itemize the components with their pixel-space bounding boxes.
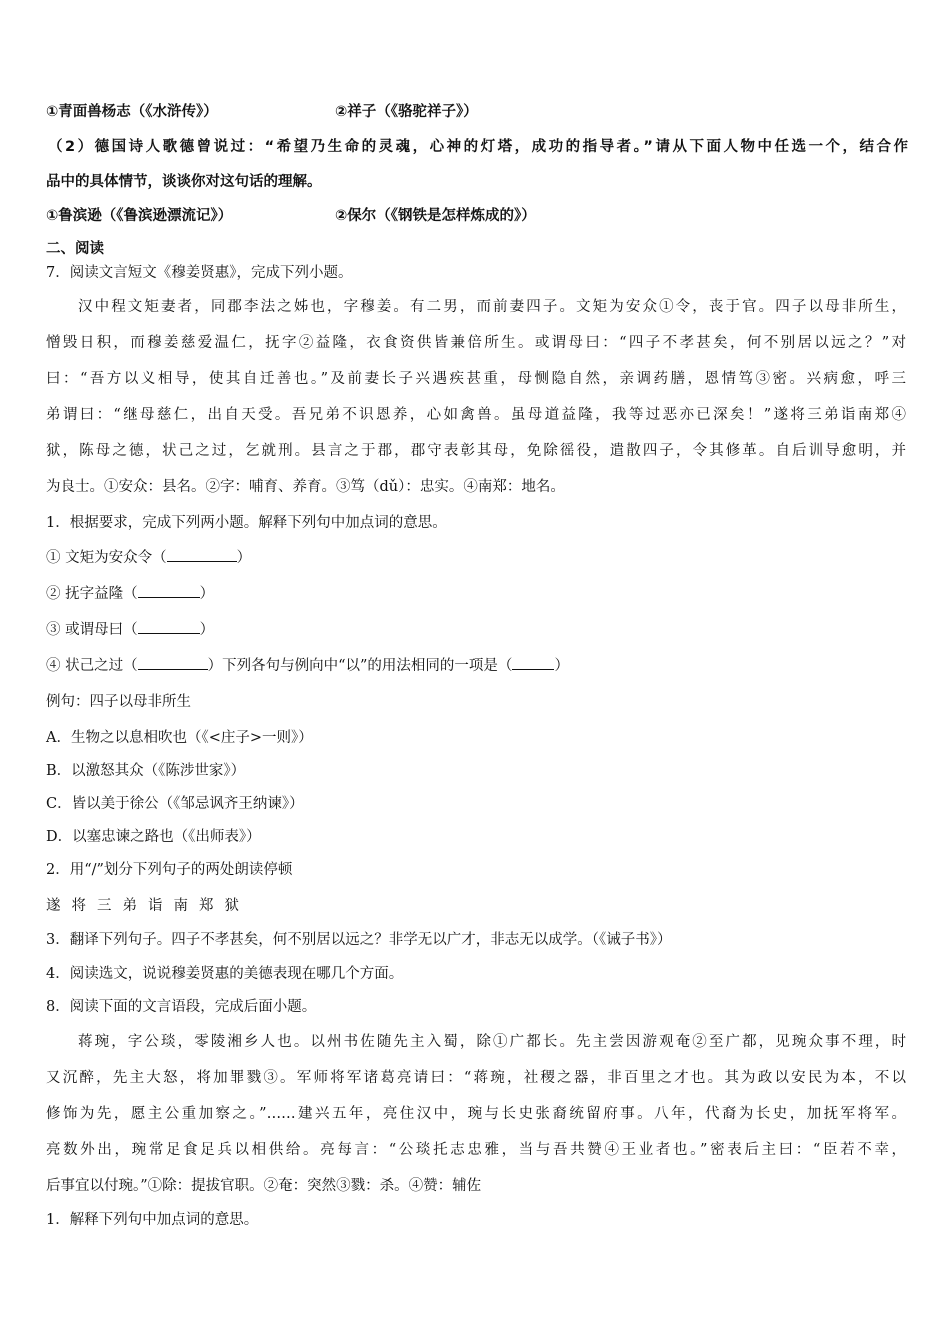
q8-title: 8．阅读下面的文言语段，完成后面小题。 [46,999,317,1015]
q7-option-a: A．生物之以息相吹也（《<庄子>一则》） [46,730,313,746]
q7-example: 例句：四子以母非所生 [46,694,191,710]
q7-sub1: 1．根据要求，完成下列两小题。解释下列句中加点词的意思。 [46,515,447,531]
option-yang-zhi: ①青面兽杨志（《水浒传》） [46,104,218,120]
q8-passage-line-3: 修饰为先，愿主公重加察之。”……建兴五年，亮住汉中，琬与长史张裔统留府事。八年，代裔为长史，加抚军将军。 [46,1106,906,1122]
q7-passage-line-1: 汉中程文矩妻者，同郡李法之姊也，字穆姜。有二男，而前妻四子。文矩为安众①令，丧于官。四子以母非所生， [78,299,906,315]
q7-sentence: 遂将三弟诣南郑狱 [46,898,250,914]
option-robinson: ①鲁滨逊（《鲁滨逊漂流记》） [46,208,233,224]
q7-item-3 [46,620,906,640]
question-2-line-2: 品中的具体情节，谈谈你对这句话的理解。 [46,174,322,190]
q7-sub3: 3．翻译下列句子。四子不孝甚矣，何不别居以远之？非学无以广才，非志无以成学。（《诫子书》） [46,932,672,948]
item-1-text: ① 文矩为安众令（ [46,550,167,566]
q7-option-c: C．皆以美于徐公（《邹忌讽齐王纳谏》） [46,796,304,812]
q7-option-d: D．以塞忠谏之路也（《出师表》） [46,829,261,845]
q7-item-4 [46,656,906,676]
answer-blank-4[interactable] [138,669,208,670]
question-2-line-1: （2）德国诗人歌德曾说过：“希望乃生命的灵魂，心神的灯塔，成功的指导者。”请从下面人物中任选一个，结合作 [48,139,908,155]
q8-sub1: 1．解释下列句中加点词的意思。 [46,1212,259,1228]
option-row-bottom [46,206,906,226]
q7-passage-line-2: 憎毁日积，而穆姜慈爱温仁，抚字②益隆，衣食资供皆兼倍所生。或谓母曰：“四子不孝甚矣，何不别居以远之？”对 [46,335,906,351]
q7-passage-line-3: 曰：“吾方以义相导，使其自迁善也。”及前妻长子兴遇疾甚重，母恻隐自然，亲调药膳，恩情笃③密。兴病愈，呼三 [46,371,906,387]
item-3-text: ③ 或谓母曰（ [46,622,138,638]
q7-item-2 [46,584,906,604]
close-paren-4: ） [554,658,569,674]
q7-option-b: B．以激怒其众（《陈涉世家》） [46,763,246,779]
q7-passage-line-6: 为良士。①安众：县名。②字：哺育、养育。③笃（dǔ）：忠实。④南郑：地名。 [46,479,565,495]
answer-blank-3[interactable] [138,633,200,634]
item-2-text: ② 抚字益隆（ [46,586,138,602]
option-xiangzi: ②祥子（《骆驼祥子》） [335,104,478,120]
q7-passage-line-5: 狱，陈母之德，状己之过，乞就刑。县言之于郡，郡守表彰其母，免除徭役，遣散四子，令其修革。自后训导愈明，并 [46,443,906,459]
q7-passage-line-4: 弟谓曰：“继母慈仁，出自天受。吾兄弟不识恩养，心如禽兽。虽母道益隆，我等过恶亦已深矣！”遂将三弟诣南郑④ [46,407,906,423]
option-paul: ②保尔（《钢铁是怎样炼成的》） [335,208,536,224]
q8-passage-line-4: 亮数外出，琬常足食足兵以相供给。亮每言：“公琰托志忠雅，当与吾共赞④王业者也。”密表后主曰：“臣若不幸， [46,1142,906,1158]
answer-blank-2[interactable] [138,597,200,598]
close-paren-1: ） [236,550,252,566]
item-4-tail: ）下列各句与例向中“以”的用法相同的一项是（ [207,658,513,674]
q8-passage-line-5: 后事宜以付琬。”①除：提拔官职。②奄：突然③戮：杀。④赞：辅佐 [46,1178,482,1194]
answer-blank-1[interactable] [167,561,237,562]
q7-item-1 [46,548,906,568]
q7-sub2: 2．用“/”划分下列句子的两处朗读停顿 [46,862,293,878]
close-paren-2: ） [199,586,215,602]
q7-title: 7．阅读文言短文《穆姜贤惠》，完成下列小题。 [46,265,353,281]
q8-passage-line-2: 又沉醉，先主大怒，将加罪戮③。军师将军诸葛亮请曰：“蒋琬，社稷之器，非百里之才也。其为政以安民为本，不以 [46,1070,906,1086]
option-row-top [46,102,906,122]
q8-passage-line-1: 蒋琬，字公琰，零陵湘乡人也。以州书佐随先主入蜀，除①广都长。先主尝因游观奄②至广都，见琬众事不理，时 [78,1034,906,1050]
answer-blank-5[interactable] [512,669,554,670]
close-paren-3: ） [199,622,215,638]
q7-sub4: 4．阅读选文，说说穆姜贤惠的美德表现在哪几个方面。 [46,966,404,982]
section-title: 二、阅读 [46,241,104,257]
item-4-text: ④ 状己之过（ [46,658,138,674]
